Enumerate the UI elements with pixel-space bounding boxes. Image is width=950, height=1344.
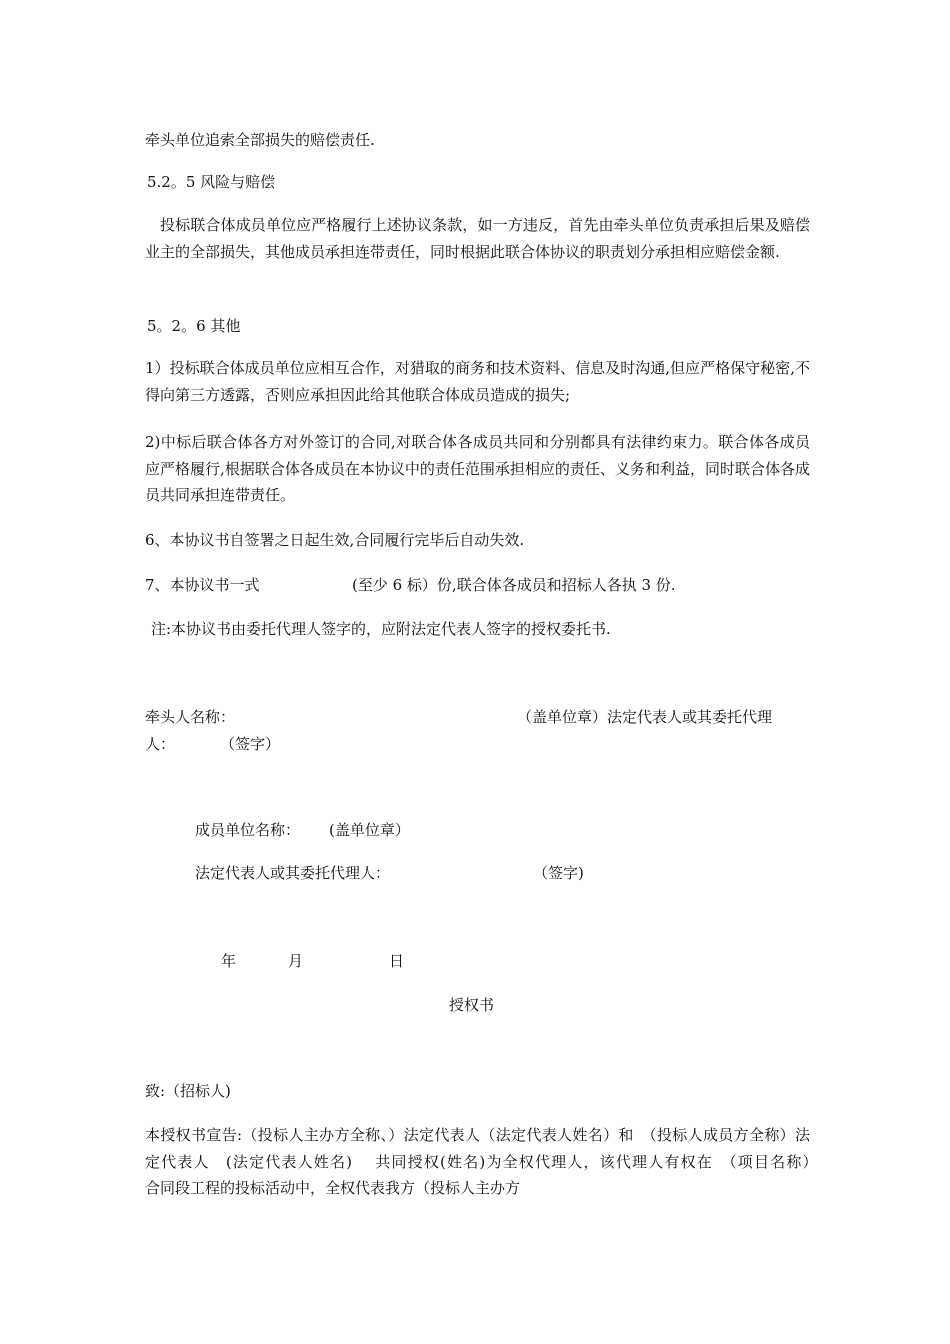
lead-seal-label: （盖单位章）法定代表人或其委托代理 bbox=[517, 708, 773, 726]
clause-7-end: (至少 6 标）份,联合体各成员和招标人各执 3 份. bbox=[352, 576, 676, 594]
text-line: 牵头单位追索全部损失的赔偿责任. bbox=[145, 131, 375, 149]
date-year: 年 bbox=[221, 952, 237, 970]
clause-7-start: 7、本协议书一式 bbox=[145, 576, 260, 594]
authorization-body: 本授权书宣告:（投标人主办方全称、）法定代表人（法定代表人姓名）和 （投标人成员方全称）法定代表人 (法定代表人姓名) 共同授权(姓名)为全权代理人，该代理人有权在 （项目名称） 合同段工程的投标活动中，全权代表我方（投标人主办方 bbox=[145, 1126, 886, 1197]
member-rep-label: 法定代表人或其委托代理人： bbox=[195, 864, 391, 882]
addressee: 致:（招标人) bbox=[145, 1082, 231, 1100]
member-name-label: 成员单位名称： bbox=[195, 821, 301, 839]
member-sign-label: （签字) bbox=[533, 864, 584, 882]
paragraph-risk-compensation: 投标联合体成员单位应严格履行上述协议条款，如一方违反，首先由牵头单位负责承担后果及赔偿业主的全部损失，其他成员承担连带责任，同时根据此联合体协议的职责划分承担相应赔偿金额. bbox=[145, 216, 810, 261]
lead-sign-label: （签字） bbox=[220, 735, 281, 753]
member-seal-label: (盖单位章） bbox=[329, 821, 410, 839]
lead-agent-label: 人： bbox=[145, 735, 176, 753]
clause-6: 6、本协议书自签署之日起生效,合同履行完毕后自动失效. bbox=[145, 531, 525, 549]
date-day: 日 bbox=[389, 952, 405, 970]
list-item-2: 2)中标后联合体各方对外签订的合同,对联合体各成员共同和分别都具有法律约束力。联合体各成员应严格履行,根据联合体各成员在本协议中的责任范围承担相应的责任、义务和利益，同时联合体各成员共同承担连带责任。 bbox=[145, 433, 810, 504]
section-heading-5-2-5: 5.2。5 风险与赔偿 bbox=[147, 173, 276, 191]
list-item-1: 1）投标联合体成员单位应相互合作，对猎取的商务和技术资料、信息及时沟通,但应严格保守秘密,不得向第三方透露，否则应承担因此给其他联合体成员造成的损失; bbox=[145, 359, 810, 404]
section-heading-5-2-6: 5。2。6 其他 bbox=[147, 317, 241, 335]
date-month: 月 bbox=[288, 952, 304, 970]
note: 注:本协议书由委托代理人签字的，应附法定代表人签字的授权委托书. bbox=[151, 620, 611, 638]
authorization-title: 授权书 bbox=[449, 996, 495, 1014]
lead-name-label: 牵头人名称： bbox=[145, 708, 236, 726]
